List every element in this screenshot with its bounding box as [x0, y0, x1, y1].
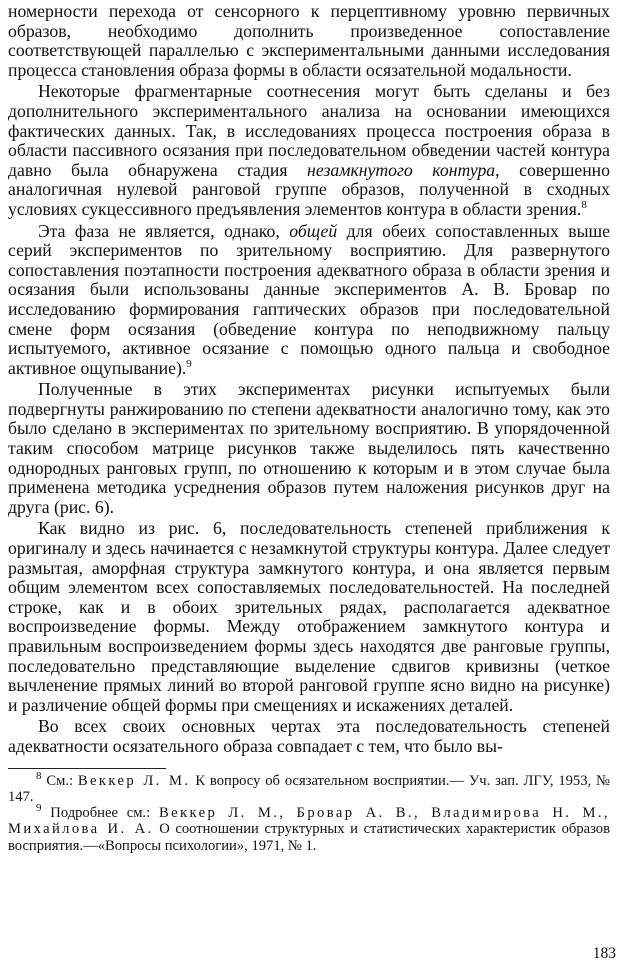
body-text: [8, 2, 610, 757]
footnote-ref: 9: [186, 357, 192, 370]
paragraph-6: [8, 717, 610, 756]
paragraph-2: [8, 82, 610, 219]
text-run: Некоторые фрагментарные соотнесения могут быть сделаны и без дополнительного экспериментального анализа на основании имеющихся фактических данных. Так, в исследованиях процесса построения образа в области пассивного осязания при последовательном обведении частей контура давно была обнаружена стадия: [8, 81, 610, 180]
text-run: Эта фаза не является, однако,: [38, 220, 290, 241]
author-names: Веккер Л. М.: [77, 772, 191, 789]
text-run: О соотношении структурных и статистических характеристик образов восприятия.—«Вопросы психологии», 1971, № 1.: [8, 821, 610, 854]
text-run: К вопросу об осязательном восприятии.— Уч. зап. ЛГУ, 1953, № 147.: [8, 772, 610, 805]
text-run: Как видно из рис. 6, последовательность степеней приближения к оригиналу и здесь начинается с незамкнутой структуры контура. Далее следует размытая, аморфная структура замкнутого контура, и она является первым общим элементом всех сопоставляемых последовательностей. На последней строке, как и в обоих зрительных рядах, располагается адекватное воспроизведение формы. Между отображением замкнутого контура и правильным воспроизведением формы здесь находятся две ранговые группы, последовательно представляющие выделение сдвигов кривизны (четкое вычленение прямых линий во второй ранговой группе ясно видно на рисунке) и различение общей формы при смещениях и искажениях деталей.: [8, 518, 610, 715]
text-run: для обеих сопоставленных выше серий экспериментов по зрительному восприятию. Для развернутого сопоставления поэтапности построения адекватного образа в области зрения и осязания были использованы данные экспериментов А. В. Бровар по исследованию формирования гаптических образов при последовательной смене форм осязания (обведение контура по неподвижному пальцу испытуемого, активное осязание с помощью одного пальца и свободное активное ощупывание).: [8, 220, 610, 378]
footnote-ref: 9: [36, 802, 42, 815]
text-run: См.:: [41, 772, 78, 789]
paragraph-1: [8, 2, 610, 80]
page-number: 183: [592, 945, 616, 962]
text-run: Подробнее см.:: [41, 805, 159, 822]
text-run: Во всех своих основных чертах эта последовательность степеней адекватности осязательного образа совпадает с тем, что было вы-: [8, 716, 610, 756]
footnote-ref: 8: [36, 769, 42, 782]
paragraph-3: [8, 222, 610, 379]
footnotes: [8, 769, 610, 854]
footnote-ref: 8: [581, 199, 587, 212]
footnote-8: [8, 769, 610, 806]
author-names: Веккер Л. М., Бровар А. В., Владимирова Н. М., Михайлова И. А.: [8, 805, 610, 838]
italic-text: незамкнутого контура: [307, 159, 496, 180]
book-page: [8, 2, 610, 968]
text-run: Полученные в этих экспериментах рисунки испытуемых были подвергнуты ранжированию по степени адекватности аналогично тому, как это было сделано в экспериментах по зрительному восприятию. В упорядоченной таким способом матрице рисунков также выделилось пять качественно однородных ранговых групп, по отношению к которым и в этом случае была применена методика усреднения образов путем наложения рисунков друг на друга (рис. 6).: [8, 379, 610, 517]
text-run: номерности перехода от сенсорного к перцептивному уровню первичных образов, необходимо дополнить произведенное сопоставление соответствующей параллелью с экспериментальными данными исследования процесса становления образа формы в области осязательной модальности.: [8, 1, 610, 80]
paragraph-5: [8, 519, 610, 715]
italic-text: общей: [289, 220, 338, 241]
text-run: , совершенно аналогичная нулевой ранговой группе образов, полученной в сходных условиях сукцессивного предъявления элементов контура в области зрения.: [8, 159, 610, 219]
paragraph-4: [8, 380, 610, 517]
footnote-9: [8, 802, 610, 854]
footnote-separator: [8, 768, 166, 769]
